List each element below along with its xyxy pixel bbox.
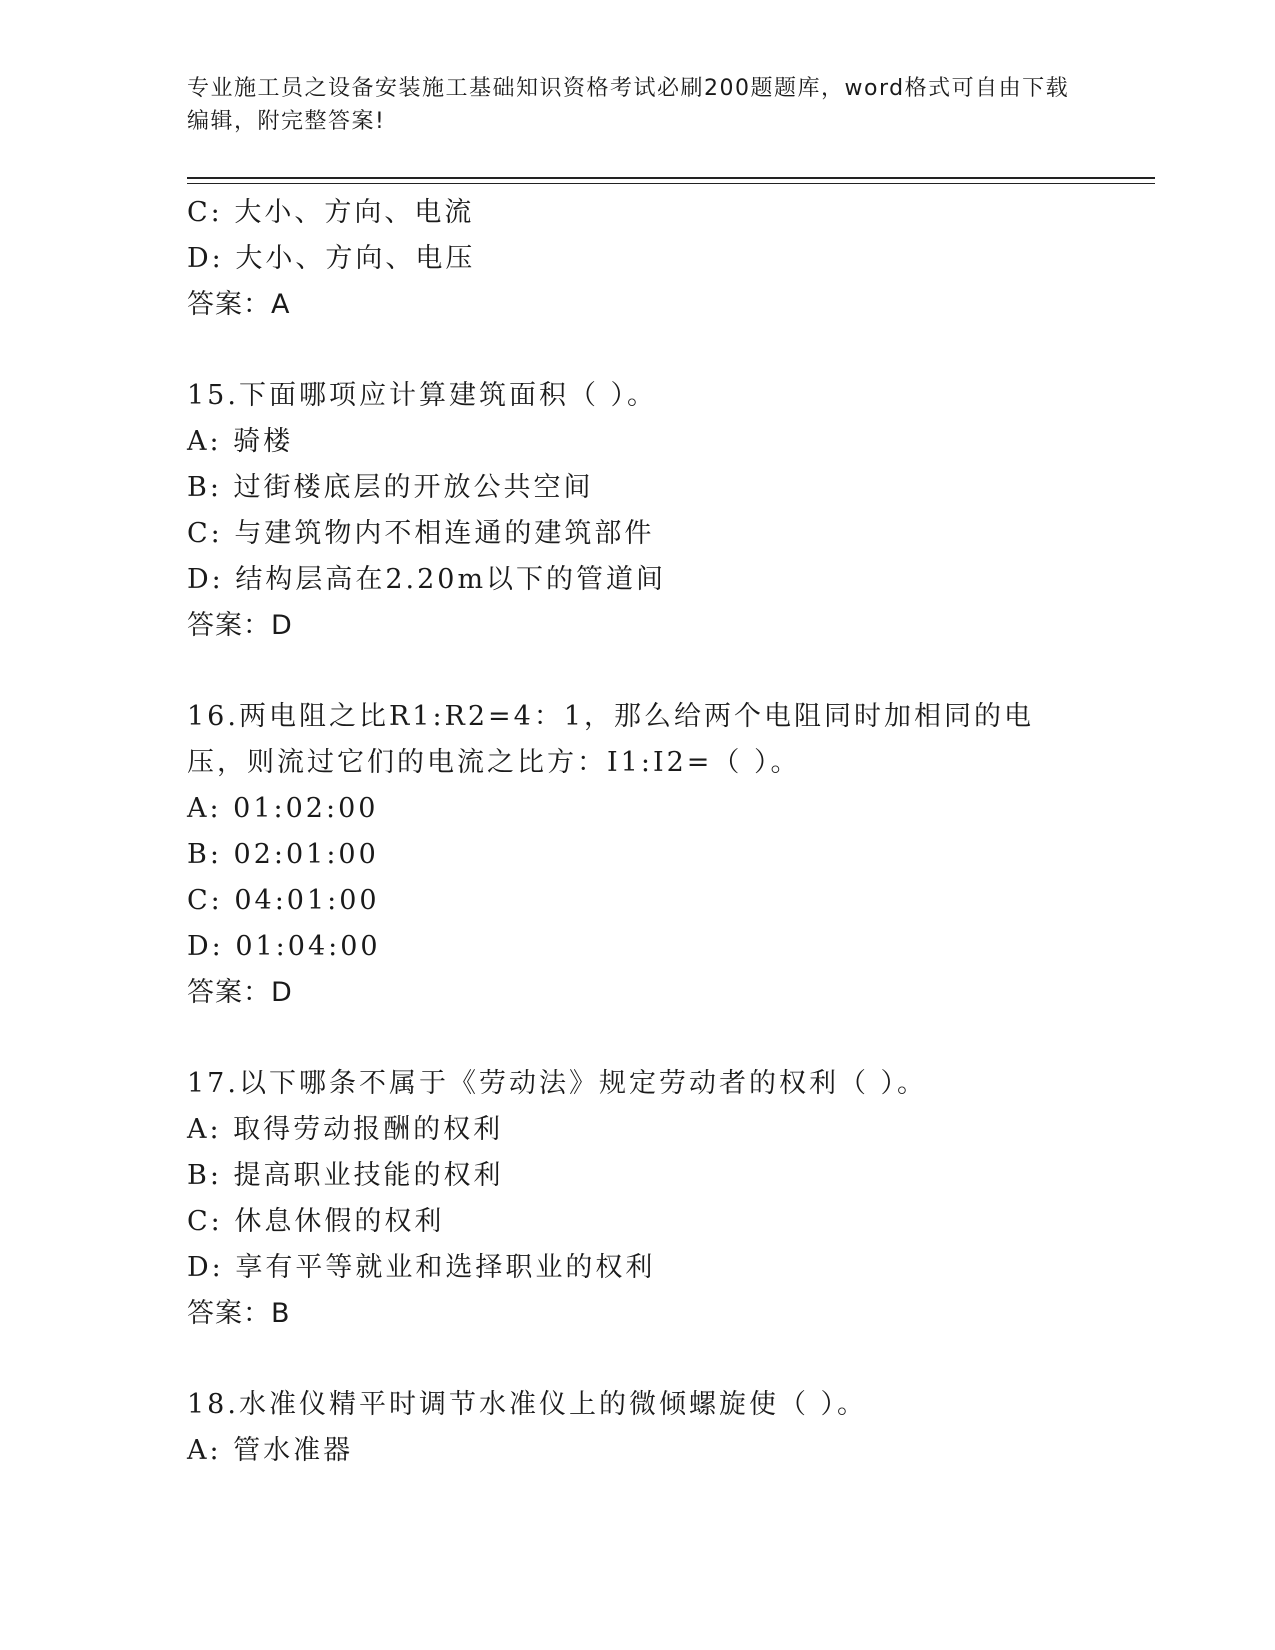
question-stem: 15.下面哪项应计算建筑面积（ ）。 (187, 380, 658, 411)
option-b: B: 过街楼底层的开放公共空间 (187, 472, 594, 503)
option-b: B: 02:01:00 (187, 839, 379, 870)
header-divider (187, 177, 1155, 179)
option-a: A: 骑楼 (187, 426, 294, 457)
option-b: B: 提高职业技能的权利 (187, 1160, 504, 1191)
option-c: C: 大小、方向、电流 (187, 197, 475, 228)
question-stem: 16.两电阻之比R1:R2=4：1，那么给两个电阻同时加相同的电压，则流过它们的电流之比方：I1:I2=（ ）。 (187, 701, 1035, 778)
option-d: D: 享有平等就业和选择职业的权利 (187, 1252, 656, 1283)
question-list (187, 190, 1087, 1474)
header-divider-thin (187, 183, 1155, 184)
option-d: D: 结构层高在2.20m以下的管道间 (187, 564, 667, 595)
question-stem: 17.以下哪条不属于《劳动法》规定劳动者的权利（ ）。 (187, 1068, 928, 1099)
option-c: C: 休息休假的权利 (187, 1206, 445, 1237)
answer: 答案：D (187, 977, 293, 1008)
question-18 (187, 1382, 1087, 1474)
answer: 答案：A (187, 289, 291, 320)
answer: 答案：B (187, 1298, 291, 1329)
question-16 (187, 694, 1087, 1016)
question-stem: 18.水准仪精平时调节水准仪上的微倾螺旋使（ ）。 (187, 1389, 868, 1420)
option-a: A: 管水准器 (187, 1435, 354, 1466)
option-a: A: 01:02:00 (187, 793, 379, 824)
page-header: 专业施工员之设备安装施工基础知识资格考试必刷200题题库，word格式可自由下载编辑，附完整答案! (187, 76, 1070, 134)
option-a: A: 取得劳动报酬的权利 (187, 1114, 504, 1145)
option-c: C: 04:01:00 (187, 885, 380, 916)
question-15 (187, 373, 1087, 649)
option-c: C: 与建筑物内不相连通的建筑部件 (187, 518, 655, 549)
option-d: D: 大小、方向、电压 (187, 243, 476, 274)
question-17 (187, 1061, 1087, 1337)
option-d: D: 01:04:00 (187, 931, 381, 962)
question-continued (187, 190, 1087, 328)
answer: 答案：D (187, 610, 293, 641)
